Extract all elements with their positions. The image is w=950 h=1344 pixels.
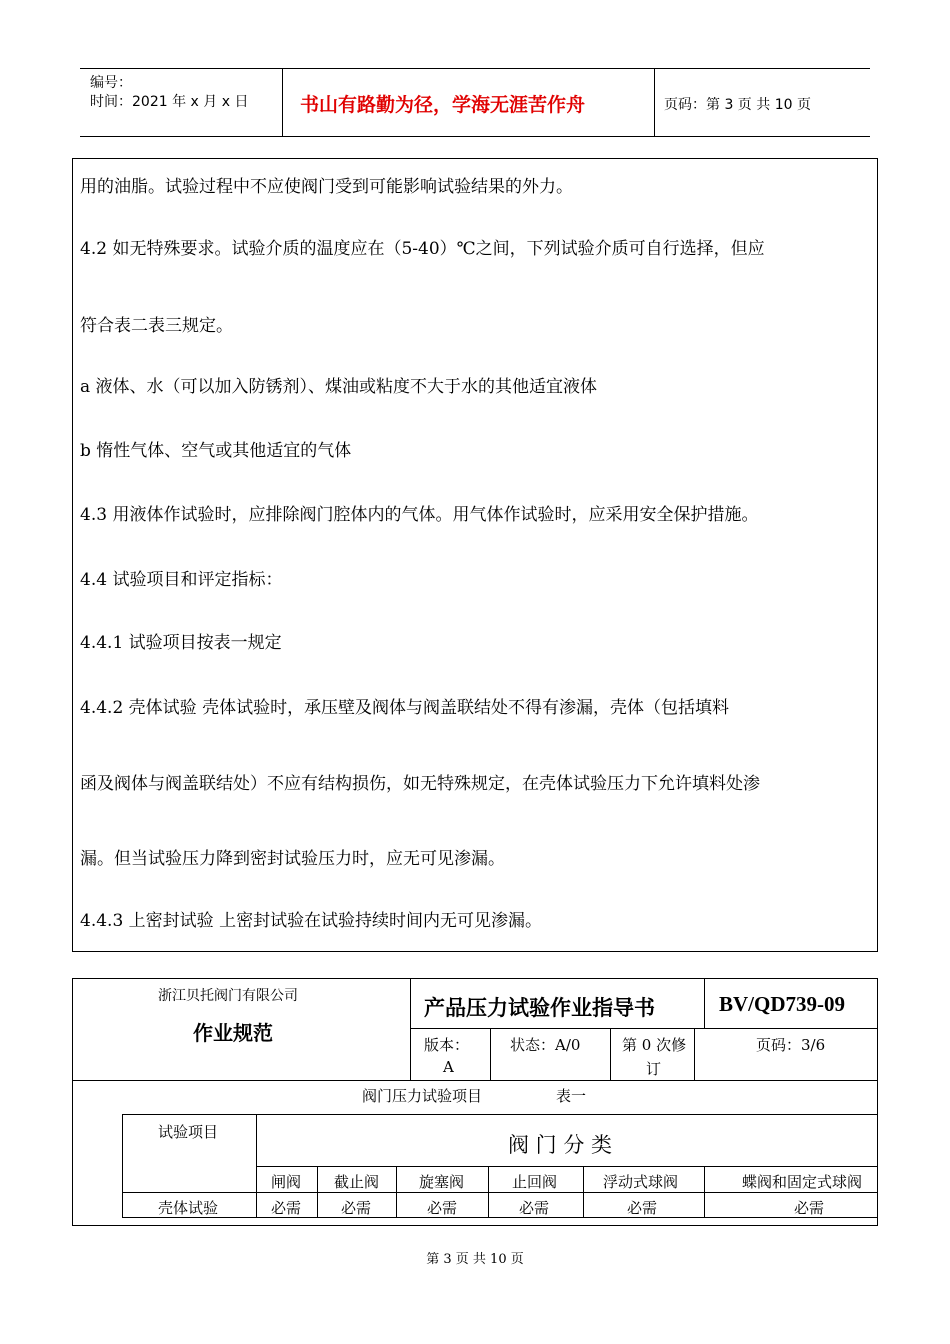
paragraph-11: 漏。但当试验压力降到密封试验压力时，应无可见渗漏。 — [80, 849, 505, 869]
paragraph-6: 4.3 用液体作试验时，应排除阀门腔体内的气体。用气体作试验时，应采用安全保护措施。 — [80, 505, 759, 525]
col-header-floating-ball: 浮动式球阀 — [603, 1173, 679, 1191]
cell-check: 必需 — [519, 1199, 550, 1217]
doc-divider-4 — [610, 1028, 611, 1080]
table-number: 表一 — [556, 1087, 587, 1105]
page-label: 页码：第 3 页 共 10 页 — [664, 97, 811, 113]
revision-line1: 第 0 次修 — [622, 1036, 687, 1054]
col-header-butterfly-fixed-ball: 蝶阀和固定式球阀 — [742, 1173, 863, 1191]
doc-type: 作业规范 — [193, 1021, 273, 1045]
version-label: 版本： — [424, 1036, 470, 1054]
header-motto: 书山有路勤为径，学海无涯苦作舟 — [300, 94, 586, 116]
test-col-divider-4 — [583, 1166, 584, 1218]
col-header-globe: 截止阀 — [334, 1173, 380, 1191]
doc-divider-1 — [410, 978, 411, 1080]
cell-butterfly-fixed-ball: 必需 — [794, 1199, 825, 1217]
cell-plug: 必需 — [427, 1199, 458, 1217]
group-header: 阀 门 分 类 — [508, 1133, 613, 1157]
paragraph-10: 函及阀体与阀盖联结处）不应有结构损伤，如无特殊规定，在壳体试验压力下允许填料处渗 — [80, 774, 760, 794]
status: 状态：A/0 — [510, 1036, 581, 1054]
paragraph-3: 符合表二表三规定。 — [80, 316, 233, 336]
company-name: 浙江贝托阀门有限公司 — [158, 988, 298, 1004]
paragraph-12: 4.4.3 上密封试验 上密封试验在试验持续时间内无可见渗漏。 — [80, 911, 543, 931]
doc-page: 页码：3/6 — [756, 1036, 826, 1054]
doc-code: BV/QD739-09 — [719, 992, 845, 1016]
paragraph-7: 4.4 试验项目和评定指标： — [80, 570, 283, 590]
table-caption: 阀门压力试验项目 — [362, 1087, 483, 1105]
col-header-plug: 旋塞阀 — [419, 1173, 465, 1191]
time-label: 时间：2021 年 x 月 x 日 — [90, 94, 249, 110]
doc-divider-2 — [704, 978, 705, 1028]
test-col-divider-1 — [317, 1166, 318, 1218]
test-hline-1 — [256, 1166, 878, 1167]
paragraph-1: 用的油脂。试验过程中不应使阀门受到可能影响试验结果的外力。 — [80, 177, 573, 197]
header-divider-right — [654, 68, 655, 136]
paragraph-9: 4.4.2 壳体试验 壳体试验时，承压壁及阀体与阀盖联结处不得有渗漏，壳体（包括填料 — [80, 698, 730, 718]
paragraph-4: a 液体、水（可以加入防锈剂）、煤油或粘度不大于水的其他适宜液体 — [80, 377, 598, 397]
test-col-divider-3 — [488, 1166, 489, 1218]
serial-label: 编号： — [90, 75, 132, 91]
doc-divider-5 — [694, 1028, 695, 1080]
col-header-gate: 闸阀 — [271, 1173, 302, 1191]
doc-hline-2 — [72, 1080, 878, 1081]
row-item-shell-test: 壳体试验 — [158, 1199, 219, 1217]
header-top-rule — [80, 68, 870, 69]
header-bottom-rule — [80, 136, 870, 137]
cell-globe: 必需 — [341, 1199, 372, 1217]
doc-divider-3 — [490, 1028, 491, 1080]
doc-hline-1 — [410, 1028, 878, 1029]
cell-floating-ball: 必需 — [627, 1199, 658, 1217]
content-box — [72, 158, 878, 952]
doc-title: 产品压力试验作业指导书 — [424, 996, 655, 1020]
row-header: 试验项目 — [158, 1123, 219, 1141]
revision-line2: 订 — [646, 1060, 662, 1078]
test-hline-2 — [122, 1192, 878, 1193]
test-col-divider-2 — [396, 1166, 397, 1218]
paragraph-5: b 惰性气体、空气或其他适宜的气体 — [80, 441, 352, 461]
col-header-check: 止回阀 — [512, 1173, 558, 1191]
version-value: A — [443, 1058, 454, 1076]
paragraph-2: 4.2 如无特殊要求。试验介质的温度应在（5-40）℃之间，下列试验介质可自行选择，但应 — [80, 239, 765, 259]
header-divider-left — [282, 68, 283, 136]
test-col-divider-5 — [704, 1166, 705, 1218]
paragraph-8: 4.4.1 试验项目按表一规定 — [80, 633, 282, 653]
cell-gate: 必需 — [271, 1199, 302, 1217]
page-footer: 第 3 页 共 10 页 — [426, 1252, 524, 1267]
